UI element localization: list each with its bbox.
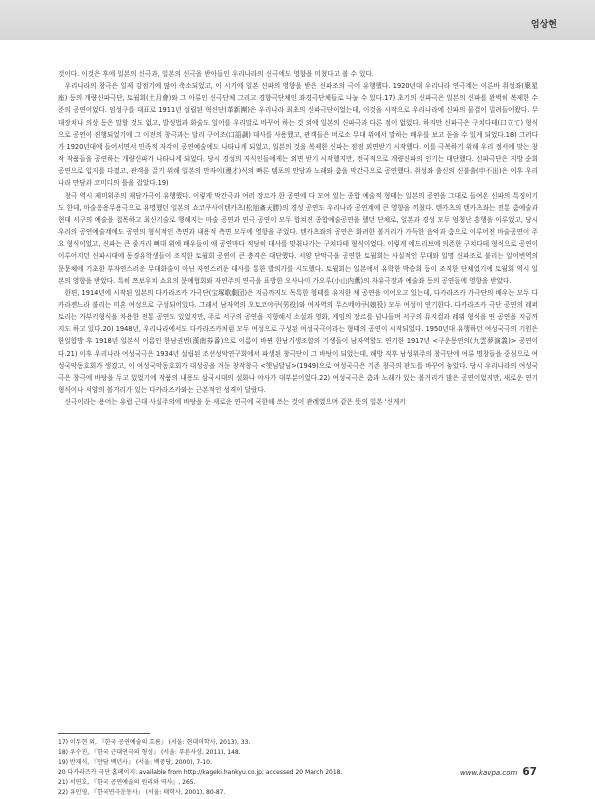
body-paragraph: 우리나라의 창극은 일제 강점기에 많이 축소되었고, 이 시기에 일본 신파의 영향을 받은 신파조의 극이 유행했다. 1920년대 우리나라 연극계는 이른바 취성좌(聚星座) 등의 개량신파극단, 토월회(土月會)와 그 아류인 신극단체 그리고 경향극단체인 좌경극단체들로 나눌 수 있다.17) 초기의 신파극은 일본의 신파를 완벽히 복제한 수준의 공연이었다. 임성구를 대표로 1911년 설립된 혁신단(革新團)은 우리나라 최초의 신파극단이었는데, 이것을 시작으로 우리나라에 신파의 물결이 밀려들어왔다. 무대장치나 의상 등은 말할 것도 없고, 발성법과 화술도 일어를 우리말로 바꾸어 하는 것 외에 일본의 신파극과 다른 점이 없었다. 하지만 신파극은 구치다테(口立て) 형식으로 공연이 진행되었기에 그 이전의 창극과는 달리 구어조(口語調) 대사를 사용했고, 관객들은 비로소 무대 위에서 말하는 배우를 보고 듣을 수 있게 되었다.18) 그러다가 1920년대에 들어서면서 민족적 자각이 공연예술에도 나타나게 되었고, 일본의 것을 복제한 신파는 점점 외면받기 시작했다. 이를 극복하기 위해 우리 정서에 맞는 창작 작품들을 공연하는 개량신파가 나타나게 되었다. 당시 경성의 지식인들에게는 외면 받기 시작했지만, 전국적으로 개량신파의 인기는 대단했다. 신파극단은 지방 순회공연으로 입지를 다졌고, 관객을 끌기 위해 일본의 만자이(漫才)식의 빠른 템포의 만담과 노래와 춤을 막간극으로 공연했다. 취성좌 출신의 신불출(申不出)은 이후 우리나라 만담과 코미디의 틀을 잡았다.19) (58, 82, 538, 188)
body-paragraph: 한편, 1914년에 시작된 일본의 다카라즈카 가극단(宝塚歌劇団)은 지금까지도 독특한 형태를 유지한 채 공연을 이어오고 있는데, 다카라즈카 가극단의 배우는 모두 다카라젠느라 불리는 미혼 여성으로 구성되어있다. 그래서 남자역의 오토코야쿠(男役)와 여자역의 무스메야쿠(娘役) 모두 여성이 연기한다. 다카라즈카 극단 공연의 레퍼토리는 가부키형식을 차용한 전통 공연도 있었지만, 주로 서구의 공연을 지향해서 소설과 영화, 게임의 장르를 넘나들며 서구의 뮤지컬과 레뷔 형식을 띤 공연을 지금까지도 하고 있다.20) 1948년, 우리나라에서도 다카라즈카처럼 모두 여성으로 구성된 여성국극이라는 형태의 공연이 시작되었다. 1950년대 유행하던 여성국극의 기원은 한일합방 후 1918년 일본식 이름인 한남권번(漢南券番)으로 이름이 바뀐 한남기생조합의 기생들이 남자역할도 연기한 1917년 <구운몽연의(九雲夢演義)> 공연이다.21) 이후 우리나라 여성국극은 1934년 설립된 조선성악연구회에서 파생된 창극단이 그 바탕이 되었는데, 해방 직후 남성위주의 창극단에 여류 명창들을 중심으로 여성국악동호회가 생겼고, 이 여성국악동호회가 대성공을 거둔 창작창극 <햇님달님>(1949)으로 여성국극은 기존 창극의 판도를 바꾸어 놓았다. 당시 우리나라의 여성국극은 창극에 바탕을 두고 있었기에 작품의 내용도 삼국시대의 설화나 야사가 대부분이었다.22) 여성국극은 춤과 노래가 있는 볼거리가 많은 공연이었지만, 새로운 연기 형식이나 서양의 볼거리가 있는 다카라즈카와는 근본적인 성격이 달랐다. (58, 288, 538, 395)
body-text (58, 68, 538, 408)
footnote: 20 다카라즈카 극단 홈페이지: available from http://kageki.hankyu.co.jp; accessed 20 March 2018. (58, 769, 343, 777)
footnote: 22) 유민영, 『한국연극운동사』 (서울: 태학사, 2001), 80-87. (58, 789, 226, 797)
footer-url[interactable]: www.kavpa.com (460, 769, 518, 777)
body-paragraph: 창극 역시 제미위주의 재담가극이 유행했다. 이렇게 막간극과 여러 장르가 한 공연에 다 모여 있는 종합 예술적 형태는 일본의 공연을 그대로 들여온 신파의 특징이기도 한데, 마술응용무용극으로 유명했던 일본의 쇼코쿠사이텐카츠(松旭斎天勝)의 경성 공연도 우리나라 공연계에 큰 영향을 끼쳤다. 텐카츠의 텐카츠좌는 전통 춤예술과 현대 서구의 예술을 접목하고 최신기술로 행해지는 마술 공연과 연극 공연이 모두 합쳐진 종합예술공연을 했던 단체로, 일본과 경성 모두 엄청난 흥행을 이루었고, 당시 우리의 공연예술계에도 공연의 형식적인 측면과 내용적 측면 모두에 영향을 주었다. 텐카츠좌의 공연은 화려한 볼거리가 가득한 음악과 춤으로 이루어진 마술공연이 주요 형식이었고, 신파는 큰 줄거리 뼈대 위에 배우들이 애 공연마다 적당히 대사를 맞춰나가는 구치다테 형식이었다. 이렇게 에드리브에 의존한 구치다테 형식으로 공연이 이루어지던 신파시대에 동경유학생들이 조직한 토월회 공연이 큰 충격은 대단했다. 서양 단막극을 공연한 토월회는 사실적인 무대와 일명 신파조로 불리는 일어번역의 문문체에 기초한 부자연스러운 무대화술이 아닌 자연스러운 대사를 통한 발의가를 시도했다. 토월회는 일본에서 유학한 박승희 등이 조직한 단체였기에 토월회 역시 일본의 영향을 받았다. 특히 쯔보우치 쇼요의 문예협회와 자연주의 연극을 표방한 오사나이 가오루(小山内薫)의 자유극장과 예술좌 등의 공연들에 영향을 받았다. (58, 191, 538, 285)
footnote: 18) 우수진, 『한국 근대연극의 형성』 (서울: 푸른사상, 2011), 148. (58, 749, 241, 757)
page-number: 67 (522, 766, 537, 778)
page-footer (460, 766, 537, 778)
running-header-author: 엄상현 (530, 20, 557, 30)
footnote: 19) 반재식, 『만담 백년사』 (서울: 백중당, 2000), 7-10. (58, 759, 212, 767)
footnote-divider (58, 733, 150, 734)
body-paragraph: 신극이라는 용어는 유럽 근대 사실주의에 바탕을 둔 새로운 연극에 국한해 쓰는 것이 관례였으며 같은 뜻의 일본 '신게키 (64, 398, 406, 407)
body-paragraph: 것이다. 이것은 후에 일본의 신극과, 일본의 신극을 받아들인 우리나라의 신극에도 영향을 미쳤다고 볼 수 있다. (58, 70, 374, 78)
header-band (0, 0, 595, 40)
footnote: 21) 서연호, 『한국 공연예술의 원리와 역사』, 265. (58, 779, 196, 787)
footnote: 17) 이두현 외, 『한국 공연예술의 흐름』 (서울: 현대미학사, 2013), 33. (58, 739, 251, 746)
